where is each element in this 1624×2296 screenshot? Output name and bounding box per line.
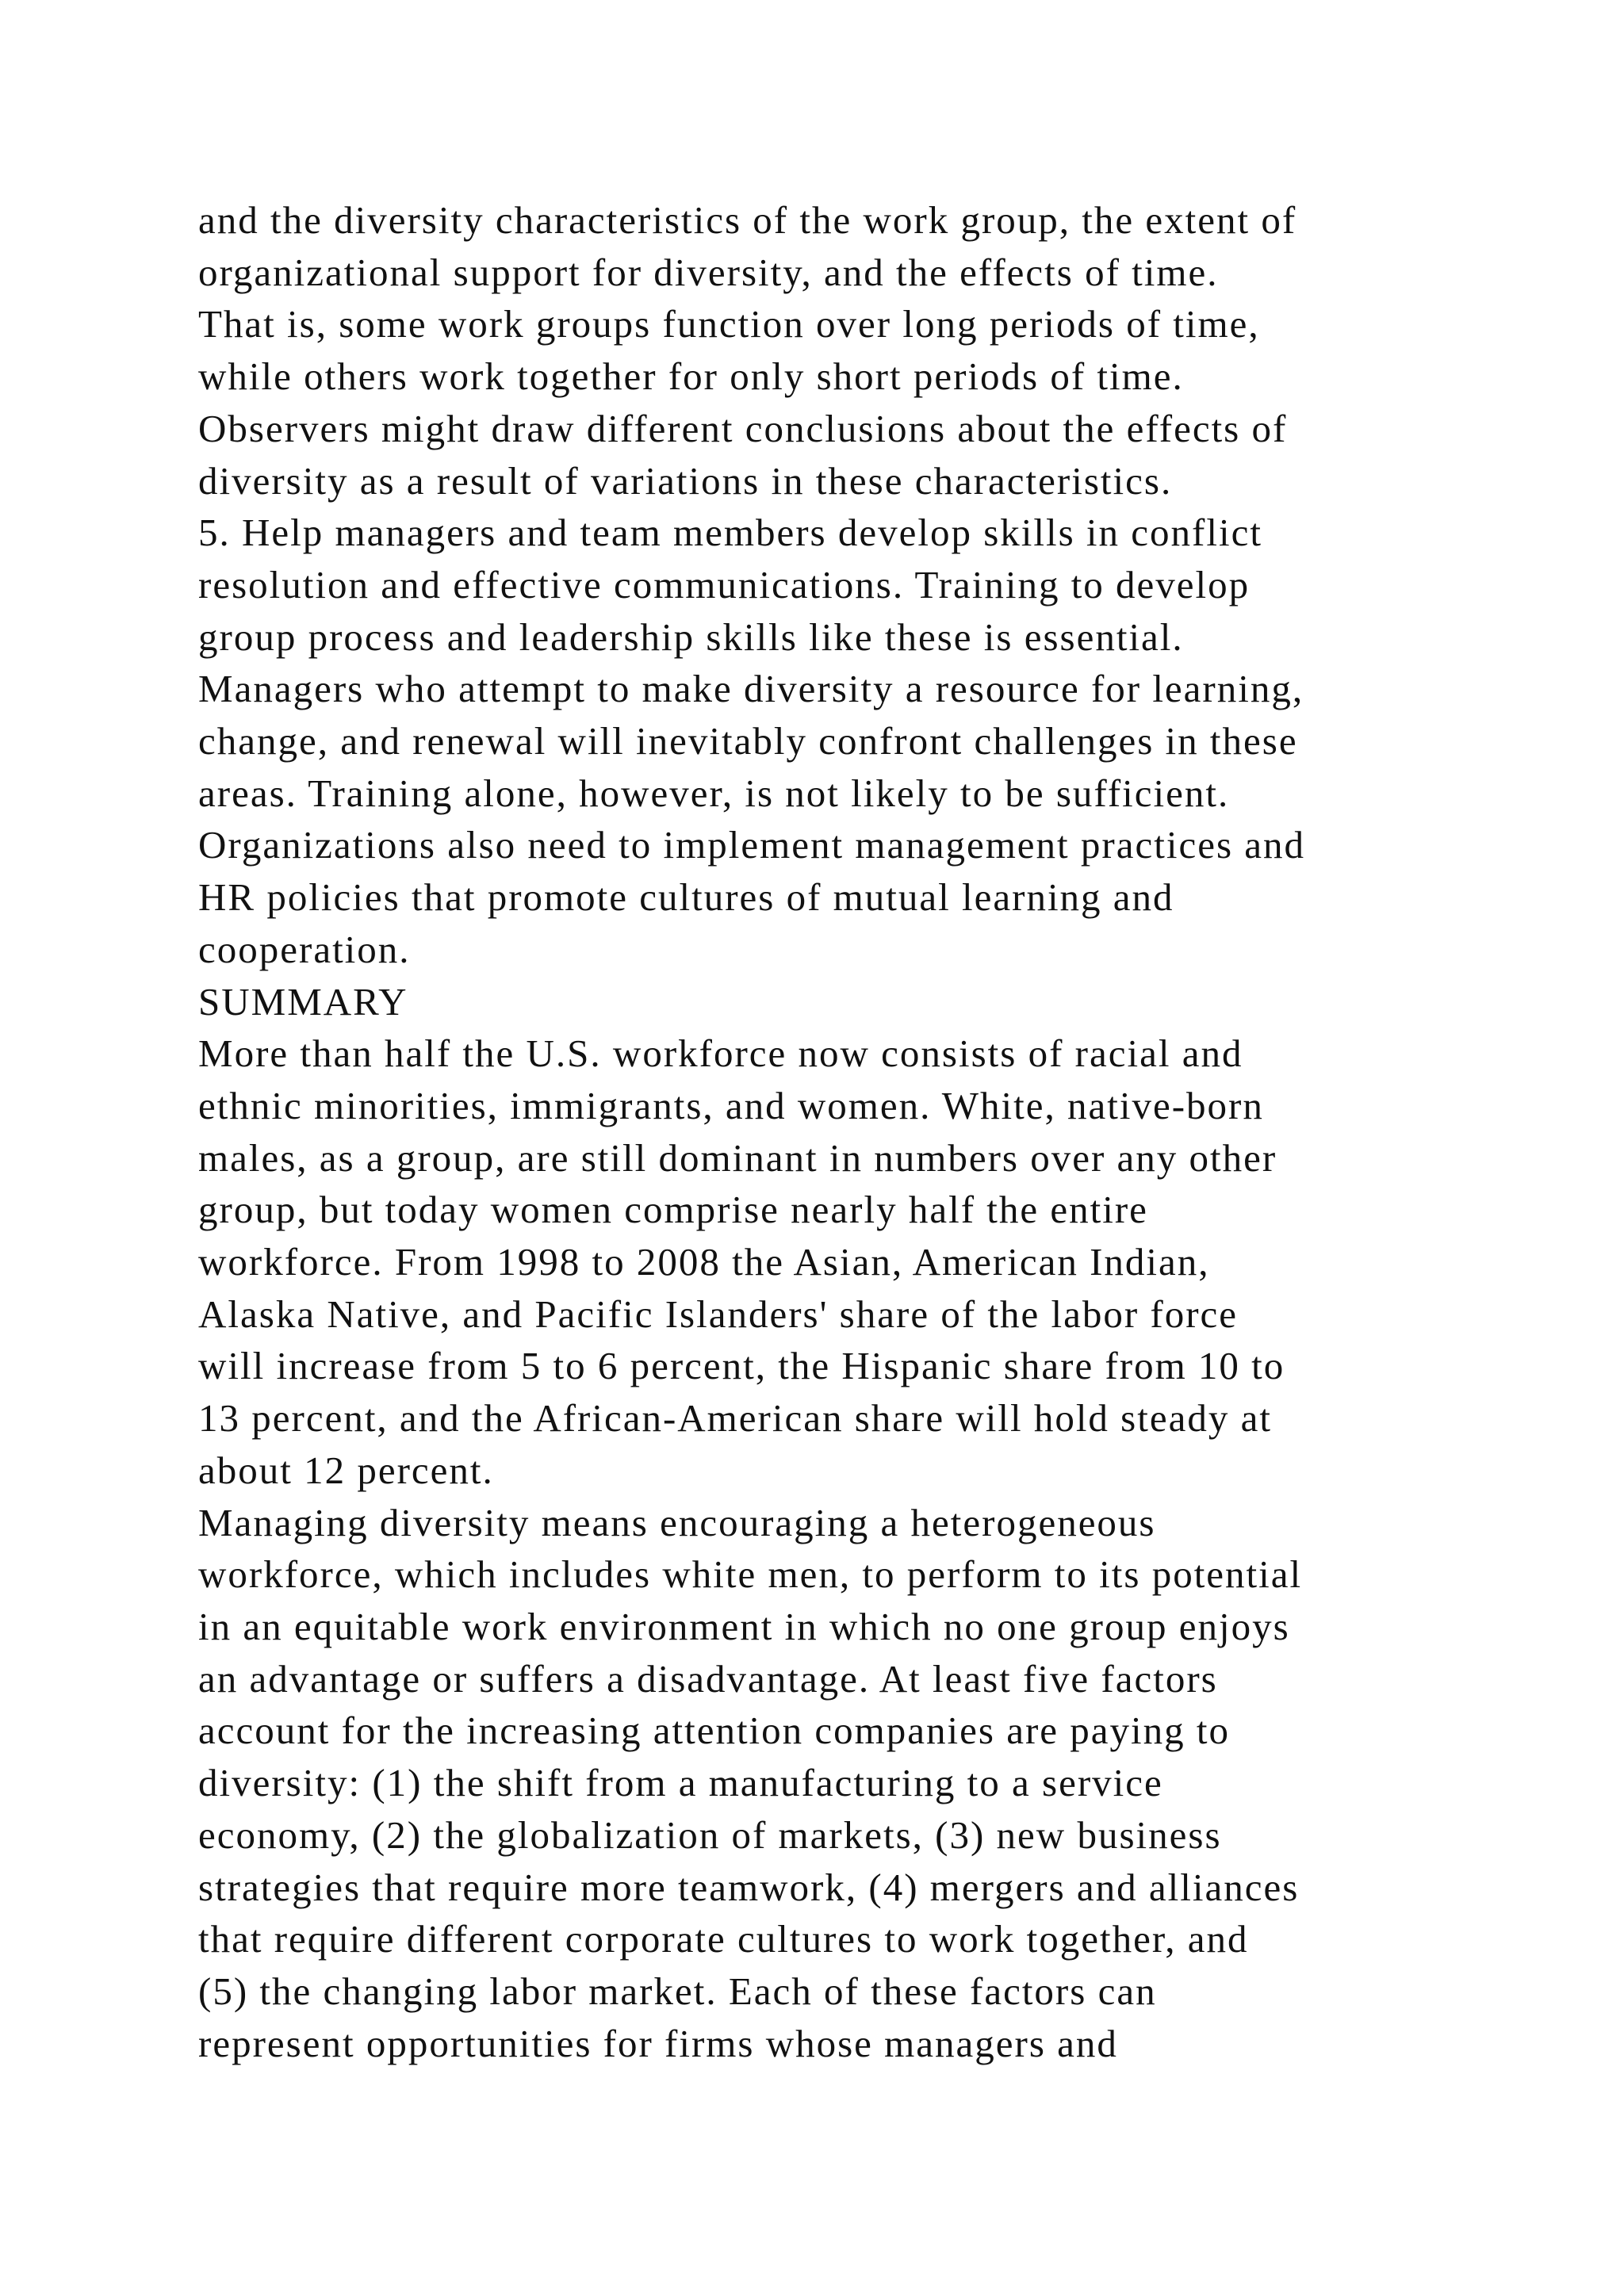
text-line: group process and leadership skills like these is essential. xyxy=(198,614,1184,659)
text-line: change, and renewal will inevitably confront challenges in these xyxy=(198,719,1298,763)
text-line: represent opportunities for firms whose managers and xyxy=(198,2021,1118,2065)
text-line: areas. Training alone, however, is not likely to be sufficient. xyxy=(198,771,1230,815)
text-line: Organizations also need to implement management practices and xyxy=(198,823,1306,867)
text-line: about 12 percent. xyxy=(198,1448,494,1492)
text-line: that require different corporate cultures to work together, and xyxy=(198,1917,1249,1961)
text-line: diversity as a result of variations in these characteristics. xyxy=(198,458,1173,503)
text-line: while others work together for only short periods of time. xyxy=(198,354,1184,399)
text-line: Observers might draw different conclusions about the effects of xyxy=(198,406,1288,450)
text-line: organizational support for diversity, and the effects of time. xyxy=(198,250,1219,294)
text-line: group, but today women comprise nearly half the entire xyxy=(198,1188,1148,1232)
text-line: 13 percent, and the African-American share will hold steady at xyxy=(198,1396,1272,1441)
text-line: That is, some work groups function over long periods of time, xyxy=(198,302,1260,346)
text-line: males, as a group, are still dominant in numbers over any other xyxy=(198,1135,1277,1180)
text-line: strategies that require more teamwork, (4) mergers and alliances xyxy=(198,1865,1300,1909)
text-line: workforce, which includes white men, to perform to its potential xyxy=(198,1552,1303,1597)
text-line: Managers who attempt to make diversity a resource for learning, xyxy=(198,667,1304,711)
text-line: diversity: (1) the shift from a manufacturing to a service xyxy=(198,1761,1163,1805)
text-line: resolution and effective communications. Training to develop xyxy=(198,562,1251,607)
text-line: Alaska Native, and Pacific Islanders' share of the labor force xyxy=(198,1292,1239,1336)
section-heading: SUMMARY xyxy=(198,979,408,1024)
text-line: and the diversity characteristics of the work group, the extent of xyxy=(198,198,1297,242)
text-line: More than half the U.S. workforce now consists of racial and xyxy=(198,1031,1243,1076)
text-line: will increase from 5 to 6 percent, the Hispanic share from 10 to xyxy=(198,1344,1285,1388)
text-line: workforce. From 1998 to 2008 the Asian, American Indian, xyxy=(198,1240,1210,1284)
text-line: Managing diversity means encouraging a heterogeneous xyxy=(198,1500,1156,1544)
text-line: (5) the changing labor market. Each of these factors can xyxy=(198,1969,1157,2013)
text-line: an advantage or suffers a disadvantage. At least five factors xyxy=(198,1656,1218,1701)
text-line: in an equitable work environment in which no one group enjoys xyxy=(198,1604,1290,1648)
text-line: HR policies that promote cultures of mutual learning and xyxy=(198,875,1174,920)
text-line: ethnic minorities, immigrants, and women. White, native-born xyxy=(198,1083,1264,1127)
text-line: economy, (2) the globalization of markets, (3) new business xyxy=(198,1812,1222,1857)
text-line: account for the increasing attention companies are paying to xyxy=(198,1709,1231,1753)
text-line: cooperation. xyxy=(198,927,411,971)
text-line: 5. Help managers and team members develop skills in conflict xyxy=(198,511,1262,555)
document-page xyxy=(198,194,1546,2069)
